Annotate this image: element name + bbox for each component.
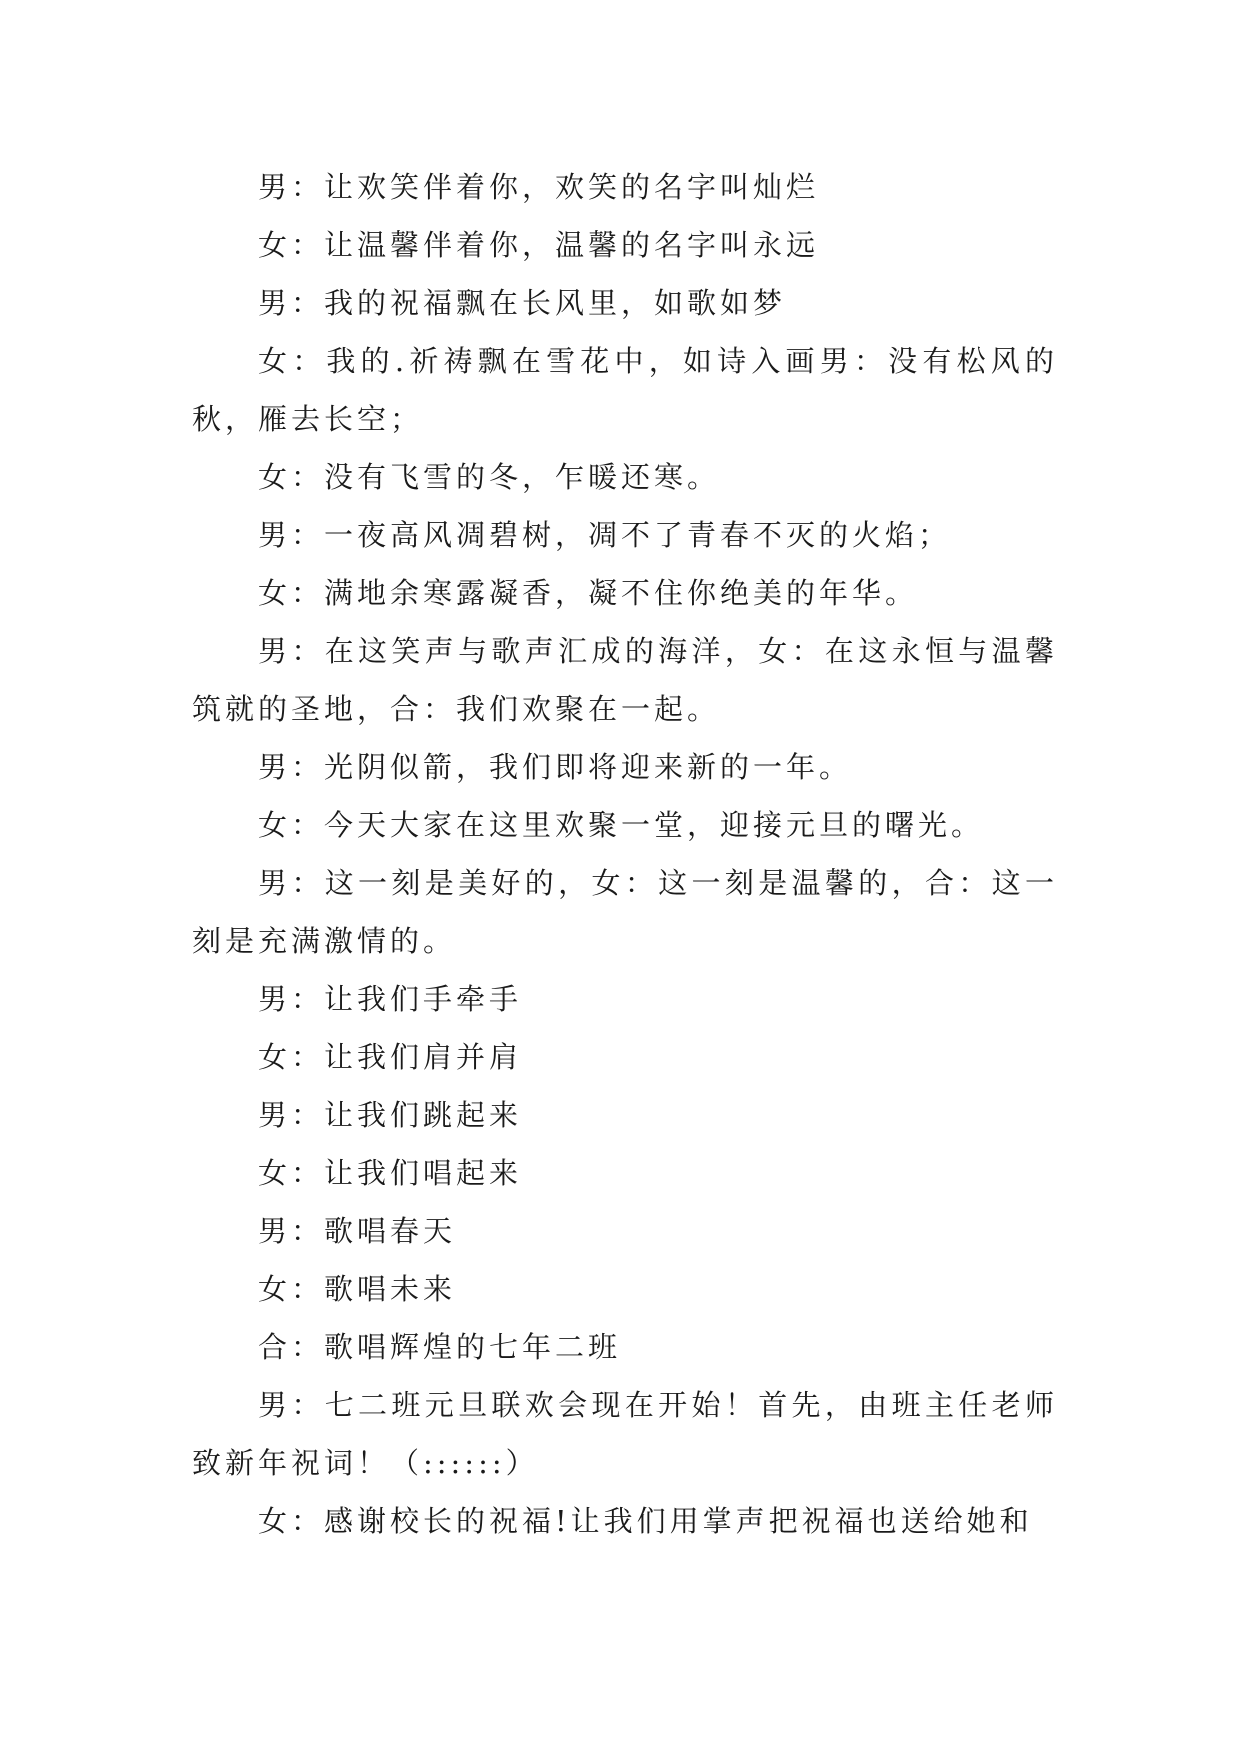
paragraph-5: 女：没有飞雪的冬，乍暖还寒。: [258, 460, 721, 494]
paragraph-10: 女：今天大家在这里欢聚一堂，迎接元旦的曙光。: [258, 808, 985, 842]
paragraph-4: 女：我的.祈祷飘在雪花中，如诗入画男：没有松风的秋，雁去长空；: [192, 344, 1058, 436]
paragraph-8: 男：在这笑声与歌声汇成的海洋，女：在这永恒与温馨筑就的圣地，合：我们欢聚在一起。: [192, 634, 1058, 726]
paragraph-16: 男：歌唱春天: [258, 1214, 457, 1248]
document-body: [192, 158, 1058, 1550]
paragraph-2: 女：让温馨伴着你，温馨的名字叫永远: [258, 228, 820, 262]
paragraph-6: 男：一夜高风凋碧树，凋不了青春不灭的火焰；: [258, 518, 952, 552]
paragraph-12: 男：让我们手牵手: [258, 982, 523, 1016]
paragraph-7: 女：满地余寒露凝香，凝不住你绝美的年华。: [258, 576, 919, 610]
paragraph-9: 男：光阴似箭，我们即将迎来新的一年。: [258, 750, 853, 784]
paragraph-1: 男：让欢笑伴着你，欢笑的名字叫灿烂: [258, 170, 820, 204]
paragraph-14: 男：让我们跳起来: [258, 1098, 523, 1132]
paragraph-13: 女：让我们肩并肩: [258, 1040, 523, 1074]
paragraph-3: 男：我的祝福飘在长风里，如歌如梦: [258, 286, 787, 320]
paragraph-11: 男：这一刻是美好的，女：这一刻是温馨的，合：这一刻是充满激情的。: [192, 866, 1058, 958]
paragraph-17: 女：歌唱未来: [258, 1272, 457, 1306]
paragraph-20: 女：感谢校长的祝福!让我们用掌声把祝福也送给她和: [258, 1504, 1033, 1538]
paragraph-18: 合：歌唱辉煌的七年二班: [258, 1330, 622, 1364]
paragraph-15: 女：让我们唱起来: [258, 1156, 523, 1190]
paragraph-19: 男：七二班元旦联欢会现在开始！首先，由班主任老师致新年祝词！（::::::）: [192, 1388, 1058, 1480]
